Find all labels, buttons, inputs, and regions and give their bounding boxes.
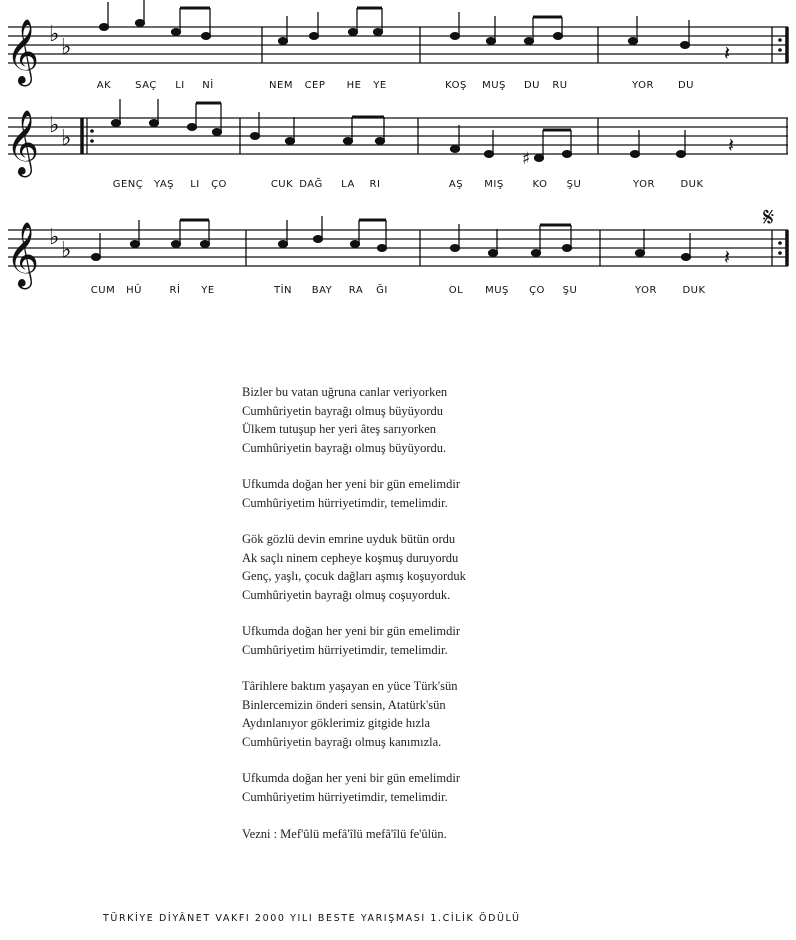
lyric-syllable: CEP bbox=[304, 80, 326, 91]
poem-line: Binlercemizin önderi sensin, Atatürk'sün bbox=[242, 697, 446, 712]
lyric-syllable: YE bbox=[373, 80, 387, 91]
poem-text bbox=[242, 383, 622, 824]
lyric-syllable: ŞU bbox=[562, 285, 578, 296]
lyric-syllable: RA bbox=[348, 285, 364, 296]
poem-line: Cumhûriyetin bayrağı olmuş kanımızla. bbox=[242, 734, 442, 749]
quarter-rest-icon: 𝄽 bbox=[724, 245, 731, 269]
poem-line: Aydınlanıyor göklerimiz gitgide hızla bbox=[242, 716, 431, 730]
lyric-syllable: MIŞ bbox=[484, 179, 504, 190]
footer-award-caption: TÜRKİYE DİYÂNET VAKFI 2000 YILI BESTE YARIŞMASI 1.CİLİK ÖDÜLÜ bbox=[103, 913, 521, 924]
poem-line: Ufkumda doğan her yeni bir gün emelimdir bbox=[242, 624, 460, 638]
lyric-syllable: MUŞ bbox=[482, 80, 506, 91]
staff-1-notes bbox=[100, 0, 690, 48]
lyric-syllable: BAY bbox=[311, 285, 333, 296]
lyric-syllable: OL bbox=[448, 285, 464, 296]
poem-line: Bizler bu vatan uğruna canlar veriyorken bbox=[242, 385, 448, 399]
lyric-syllable: GENÇ bbox=[112, 179, 144, 190]
poem-line: Cumhûriyetin bayrağı olmuş büyüyordu. bbox=[242, 440, 447, 455]
lyric-syllable: YOR bbox=[635, 285, 657, 296]
stanza-2 bbox=[242, 530, 622, 604]
svg-text:♭: ♭ bbox=[61, 126, 72, 151]
staff-2-notation bbox=[0, 108, 796, 218]
poem-line: Cumhûriyetim hürriyetimdir, temelimdir. bbox=[242, 495, 448, 510]
stanza-3 bbox=[242, 677, 622, 751]
lyric-syllable: CUM bbox=[90, 285, 116, 296]
staff-3-notes bbox=[92, 216, 691, 260]
staff-line-3 bbox=[0, 203, 796, 328]
lyric-syllable: ĞI bbox=[376, 285, 388, 296]
stanza-1 bbox=[242, 383, 622, 457]
svg-text:♭: ♭ bbox=[49, 22, 60, 47]
lyric-syllable: Rİ bbox=[169, 285, 181, 296]
staff-1-notation bbox=[0, 0, 796, 110]
lyric-syllable: DAĞ bbox=[299, 179, 323, 190]
lyric-syllable: HÛ bbox=[126, 285, 142, 296]
lyric-syllable: LI bbox=[190, 179, 200, 190]
lyric-syllable: DU bbox=[523, 80, 541, 91]
poem-line: Ufkumda doğan her yeni bir gün emelimdir bbox=[242, 477, 460, 491]
quarter-rest-icon: 𝄽 bbox=[728, 133, 735, 157]
lyric-syllable: MUŞ bbox=[485, 285, 509, 296]
refrain-2 bbox=[242, 622, 622, 659]
lyric-syllable: YAŞ bbox=[153, 179, 175, 190]
lyric-syllable: Nİ bbox=[202, 80, 214, 91]
poem-line: Ufkumda doğan her yeni bir gün emelimdir bbox=[242, 771, 460, 785]
lyric-syllable: KO bbox=[532, 179, 548, 190]
lyric-syllable: DUK bbox=[682, 285, 706, 296]
lyric-syllable: DU bbox=[677, 80, 695, 91]
poem-meter: Vezni : Mef'ûlü mefâ'îlü mefâ'îlü fe'ûlün. bbox=[242, 827, 447, 841]
lyric-syllable: LA bbox=[341, 179, 355, 190]
lyric-syllable: ŞU bbox=[566, 179, 582, 190]
staff-3-notation bbox=[0, 203, 796, 318]
sharp-icon: ♯ bbox=[522, 149, 531, 169]
lyric-syllable: ÇO bbox=[211, 179, 227, 190]
lyric-syllable: AK bbox=[96, 80, 112, 91]
poem-line: Cumhûriyetin bayrağı olmuş büyüyordu bbox=[242, 403, 444, 418]
svg-text:𝄞: 𝄞 bbox=[6, 110, 40, 175]
poem-line: Gök gözlü devin emrine uyduk bütün ordu bbox=[242, 532, 456, 546]
quarter-rest-icon: 𝄽 bbox=[724, 41, 731, 65]
refrain-3 bbox=[242, 769, 622, 806]
svg-text:♭: ♭ bbox=[49, 225, 60, 250]
lyric-syllable: NEM bbox=[269, 80, 293, 91]
lyric-syllable: YE bbox=[201, 285, 215, 296]
lyric-syllable: SAÇ bbox=[135, 80, 157, 91]
svg-text:♭: ♭ bbox=[49, 113, 60, 138]
lyric-syllable: AŞ bbox=[448, 179, 464, 190]
lyric-syllable: KOŞ bbox=[445, 80, 467, 91]
svg-text:♭: ♭ bbox=[61, 35, 72, 60]
poem-line: Ülkem tutuşup her yeri âteş sarıyorken bbox=[242, 422, 437, 436]
poem-line: Cumhûriyetim hürriyetimdir, temelimdir. bbox=[242, 789, 448, 804]
lyric-syllable: TİN bbox=[273, 285, 293, 296]
segno-icon: 𝄋 bbox=[763, 203, 775, 233]
lyric-syllable: DUK bbox=[680, 179, 704, 190]
lyric-syllable: YOR bbox=[633, 179, 655, 190]
refrain-1 bbox=[242, 475, 622, 512]
lyric-syllable: HE bbox=[346, 80, 362, 91]
lyric-syllable: RI bbox=[369, 179, 381, 190]
lyric-syllable: ÇO bbox=[529, 285, 545, 296]
treble-clef-icon bbox=[6, 110, 39, 177]
lyric-syllable: CUK bbox=[270, 179, 294, 190]
svg-text:𝄞: 𝄞 bbox=[6, 19, 40, 84]
poem-line: Târihlere baktım yaşayan en yüce Türk'sün bbox=[242, 679, 458, 693]
poem-line: Genç, yaşlı, çocuk dağları aşmış koşuyorduk bbox=[242, 569, 466, 583]
lyric-syllable: YOR bbox=[632, 80, 654, 91]
poem-line: Cumhûriyetim hürriyetimdir, temelimdir. bbox=[242, 642, 448, 657]
lyric-syllable: LI bbox=[175, 80, 185, 91]
treble-clef-icon bbox=[6, 222, 39, 289]
poem-line: Ak saçlı ninem cepheye koşmuş duruyordu bbox=[242, 550, 459, 565]
svg-text:♭: ♭ bbox=[61, 238, 72, 263]
lyric-syllable: RU bbox=[552, 80, 568, 91]
treble-clef-icon bbox=[6, 19, 39, 86]
staff-2-notes bbox=[112, 99, 686, 161]
svg-text:𝄞: 𝄞 bbox=[6, 222, 40, 287]
poem-line: Cumhûriyetin bayrağı olmuş coşuyorduk. bbox=[242, 587, 451, 602]
